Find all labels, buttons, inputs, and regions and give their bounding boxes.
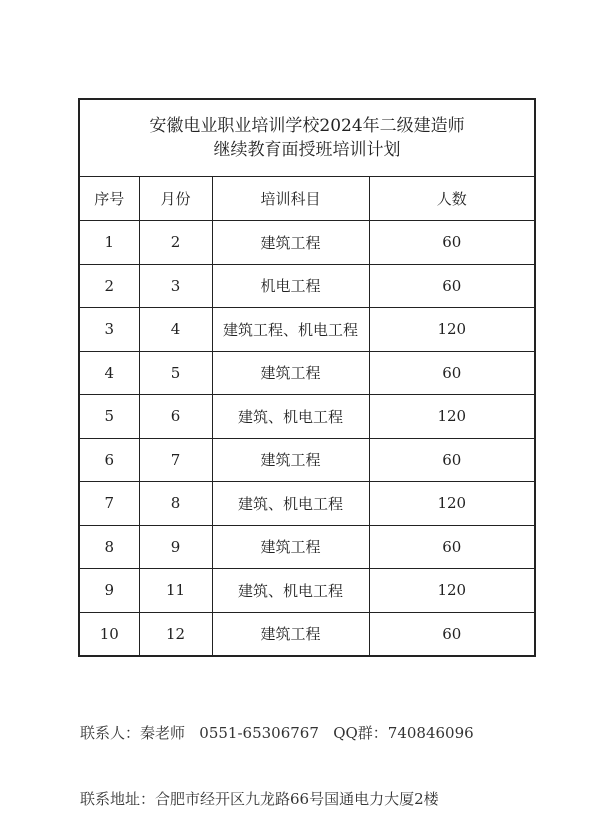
cell-month: 9 [139,525,212,569]
contact-person-line: 联系人：秦老师 0551-65306767 QQ群：740846096 [80,724,474,742]
table-row [79,308,535,352]
cell-month: 3 [139,264,212,308]
cell-subject: 建筑工程 [212,525,369,569]
cell-no: 4 [79,351,139,395]
cell-no: 3 [79,308,139,352]
cell-count: 120 [369,395,535,439]
table-row [79,525,535,569]
table-row [79,264,535,308]
cell-subject: 建筑、机电工程 [212,395,369,439]
table-row [79,438,535,482]
cell-no: 5 [79,395,139,439]
contact-address-line: 联系地址：合肥市经开区九龙路66号国通电力大厦2楼 [80,790,439,808]
header-row [79,177,535,221]
cell-month: 6 [139,395,212,439]
cell-subject: 建筑工程、机电工程 [212,308,369,352]
cell-subject: 建筑工程 [212,612,369,656]
table-row [79,482,535,526]
cell-count: 60 [369,438,535,482]
cell-month: 5 [139,351,212,395]
cell-month: 7 [139,438,212,482]
title-line-1: 安徽电业职业培训学校2024年二级建造师 [149,116,465,136]
cell-month: 8 [139,482,212,526]
cell-count: 60 [369,525,535,569]
cell-subject: 建筑、机电工程 [212,482,369,526]
cell-subject: 建筑工程 [212,351,369,395]
column-header-subject: 培训科目 [212,177,369,221]
cell-no: 1 [79,221,139,265]
cell-count: 120 [369,482,535,526]
contact-info [80,678,474,832]
table-row [79,221,535,265]
cell-no: 10 [79,612,139,656]
cell-subject: 建筑工程 [212,221,369,265]
cell-count: 60 [369,264,535,308]
training-plan-table [78,98,536,657]
cell-subject: 机电工程 [212,264,369,308]
cell-month: 11 [139,569,212,613]
column-header-month: 月份 [139,177,212,221]
cell-no: 2 [79,264,139,308]
cell-no: 7 [79,482,139,526]
cell-count: 60 [369,221,535,265]
column-header-no: 序号 [79,177,139,221]
table-row [79,395,535,439]
table-row [79,351,535,395]
cell-no: 9 [79,569,139,613]
cell-count: 120 [369,569,535,613]
cell-count: 120 [369,308,535,352]
cell-no: 6 [79,438,139,482]
cell-subject: 建筑、机电工程 [212,569,369,613]
table-row [79,569,535,613]
cell-month: 4 [139,308,212,352]
cell-no: 8 [79,525,139,569]
title-line-2: 继续教育面授班培训计划 [213,140,401,160]
cell-count: 60 [369,351,535,395]
cell-month: 2 [139,221,212,265]
table-title [79,99,535,177]
cell-month: 12 [139,612,212,656]
column-header-count: 人数 [369,177,535,221]
cell-subject: 建筑工程 [212,438,369,482]
table-row [79,612,535,656]
cell-count: 60 [369,612,535,656]
